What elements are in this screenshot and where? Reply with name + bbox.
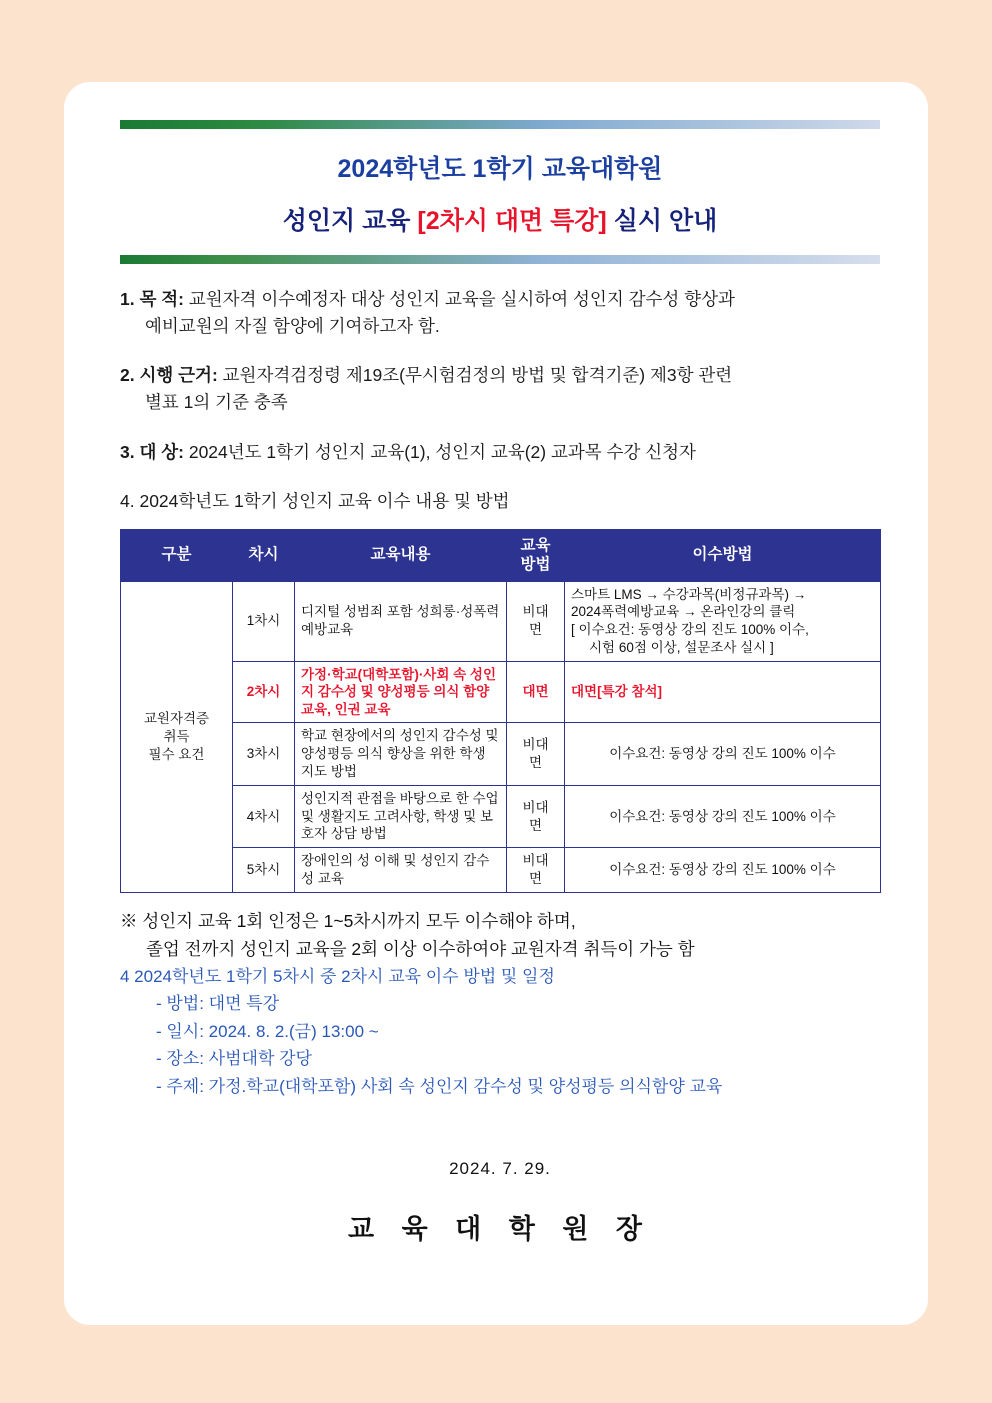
table-cell-chasi: 3차시 <box>233 723 295 785</box>
schedule-item-place: - 장소: 사범대학 강당 <box>156 1049 312 1069</box>
table-cell-howto: 이수요건: 동영상 강의 진도 100% 이수 <box>565 723 881 785</box>
table-cell-chasi: 4차시 <box>233 785 295 847</box>
method-line2: 면 <box>528 622 543 638</box>
table-header-method-line2: 방법 <box>520 556 551 574</box>
howto-line3: [ 이수요건: 동영상 강의 진도 100% 이수, <box>571 622 809 638</box>
notes-block <box>120 907 880 963</box>
section-target-text: 2024년도 1학기 성인지 교육(1), 성인지 교육(2) 교과목 수강 신청자 <box>183 441 696 462</box>
section-purpose-cont: 예비교원의 자질 함양에 기여하고자 함. <box>145 316 440 337</box>
method-line1: 비대 <box>522 604 549 620</box>
note-line2: 졸업 전까지 성인지 교육을 2회 이상 이수하여야 교원자격 취득이 가능 함 <box>146 938 695 959</box>
method-line1: 비대 <box>522 799 549 815</box>
table-row <box>121 581 881 661</box>
schedule-item-datetime: - 일시: 2024. 8. 2.(금) 13:00 ~ <box>156 1021 379 1041</box>
table-cell-category <box>121 581 233 892</box>
table-header-gubun: 구분 <box>121 529 233 581</box>
table-header-row <box>121 529 881 581</box>
table-cell-content: 성인지적 관점을 바탕으로 한 수업 및 생활지도 고려사항, 학생 및 보호자 상담 방법 <box>295 785 507 847</box>
section-table-heading-label: 4. 2024학년도 1학기 성인지 교육 이수 내용 및 방법 <box>120 490 510 511</box>
table-row <box>121 723 881 785</box>
table-cell-chasi: 2차시 <box>233 661 295 723</box>
table-header-chasi: 차시 <box>233 529 295 581</box>
table-cell-howto: 대면[특강 참석] <box>565 661 881 723</box>
section-basis-text: 교원자격검정령 제19조(무시험검정의 방법 및 합격기준) 제3항 관련 <box>217 365 733 386</box>
category-line3: 필수 요건 <box>148 746 205 762</box>
table-cell-method <box>507 581 565 661</box>
table-cell-howto: 이수요건: 동영상 강의 진도 100% 이수 <box>565 848 881 893</box>
document-signer: 교 육 대 학 원 장 <box>348 1213 652 1244</box>
method-line1: 비대 <box>522 737 549 753</box>
method-line2: 면 <box>528 871 543 887</box>
schedule-title: 4 2024학년도 1학기 5차시 중 2차시 교육 이수 방법 및 일정 <box>120 966 555 986</box>
table-cell-method: 대면 <box>507 661 565 723</box>
section-purpose <box>120 286 880 340</box>
section-target-label: 3. 대 상: <box>120 441 184 462</box>
howto-line4: 시험 60점 이상, 설문조사 실시 ] <box>589 639 774 655</box>
schedule-item-topic: - 주제: 가정.학교(대학포함) 사회 속 성인지 감수성 및 양성평등 의식함양 교육 <box>156 1077 723 1097</box>
header-bottom-bar <box>120 255 880 264</box>
title-line2-post: 실시 안내 <box>606 207 718 235</box>
title-block <box>120 129 880 255</box>
table-cell-method <box>507 848 565 893</box>
document-page <box>64 82 928 1325</box>
schedule-block <box>120 963 880 1101</box>
table-cell-chasi: 5차시 <box>233 848 295 893</box>
table-row <box>121 848 881 893</box>
category-line2: 취득 <box>163 728 190 744</box>
section-target <box>120 439 880 466</box>
section-basis <box>120 362 880 416</box>
section-purpose-label: 1. 목 적: <box>120 289 184 309</box>
section-basis-label: 2. 시행 근거: <box>120 365 218 386</box>
howto-line2: 2024폭력예방교육 → 온라인강의 클릭 <box>571 604 796 620</box>
table-cell-content: 가정·학교(대학포함)·사회 속 성인지 감수성 및 양성평등 의식 함양 교육, 인권 교육 <box>295 661 507 723</box>
section-table-heading <box>120 488 880 515</box>
table-cell-content: 장애인의 성 이해 및 성인지 감수성 교육 <box>295 848 507 893</box>
table-cell-howto: 이수요건: 동영상 강의 진도 100% 이수 <box>565 785 881 847</box>
table-row <box>121 661 881 723</box>
table-header-method-line1: 교육 <box>520 536 551 554</box>
table-cell-content: 디지털 성범죄 포함 성희롱·성폭력 예방교육 <box>295 581 507 661</box>
section-purpose-text: 교원자격 이수예정자 대상 성인지 교육을 실시하여 성인지 감수성 향상과 <box>183 289 735 309</box>
title-line2-pre: 성인지 교육 <box>282 207 418 235</box>
table-header-content: 교육내용 <box>295 529 507 581</box>
method-line1: 비대 <box>522 853 549 869</box>
section-basis-cont: 별표 1의 기준 충족 <box>145 392 288 413</box>
document-date: 2024. 7. 29. <box>449 1158 551 1178</box>
method-line2: 면 <box>528 755 543 771</box>
table-header-howto: 이수방법 <box>565 529 881 581</box>
title-line2-highlight: [2차시 대면 특강] <box>417 207 607 235</box>
table-header-method <box>507 529 565 581</box>
header-top-bar <box>120 120 880 129</box>
table-cell-method <box>507 785 565 847</box>
schedule-item-method: - 방법: 대면 특강 <box>156 994 280 1014</box>
document-title-line2 <box>120 201 880 237</box>
table-cell-chasi: 1차시 <box>233 581 295 661</box>
document-body <box>120 120 880 1246</box>
table-cell-howto <box>565 581 881 661</box>
table-cell-method <box>507 723 565 785</box>
method-line2: 면 <box>528 817 543 833</box>
document-title-line1: 2024학년도 1학기 교육대학원 <box>337 155 663 183</box>
table-cell-content: 학교 현장에서의 성인지 감수성 및 양성평등 의식 향상을 위한 학생 지도 방법 <box>295 723 507 785</box>
note-line1: ※ 성인지 교육 1회 인정은 1~5차시까지 모두 이수해야 하며, <box>120 910 576 931</box>
course-table <box>120 529 881 893</box>
howto-line1: 스마트 LMS → 수강과목(비정규과목) → <box>571 586 807 602</box>
table-row <box>121 785 881 847</box>
category-line1: 교원자격증 <box>143 710 210 726</box>
